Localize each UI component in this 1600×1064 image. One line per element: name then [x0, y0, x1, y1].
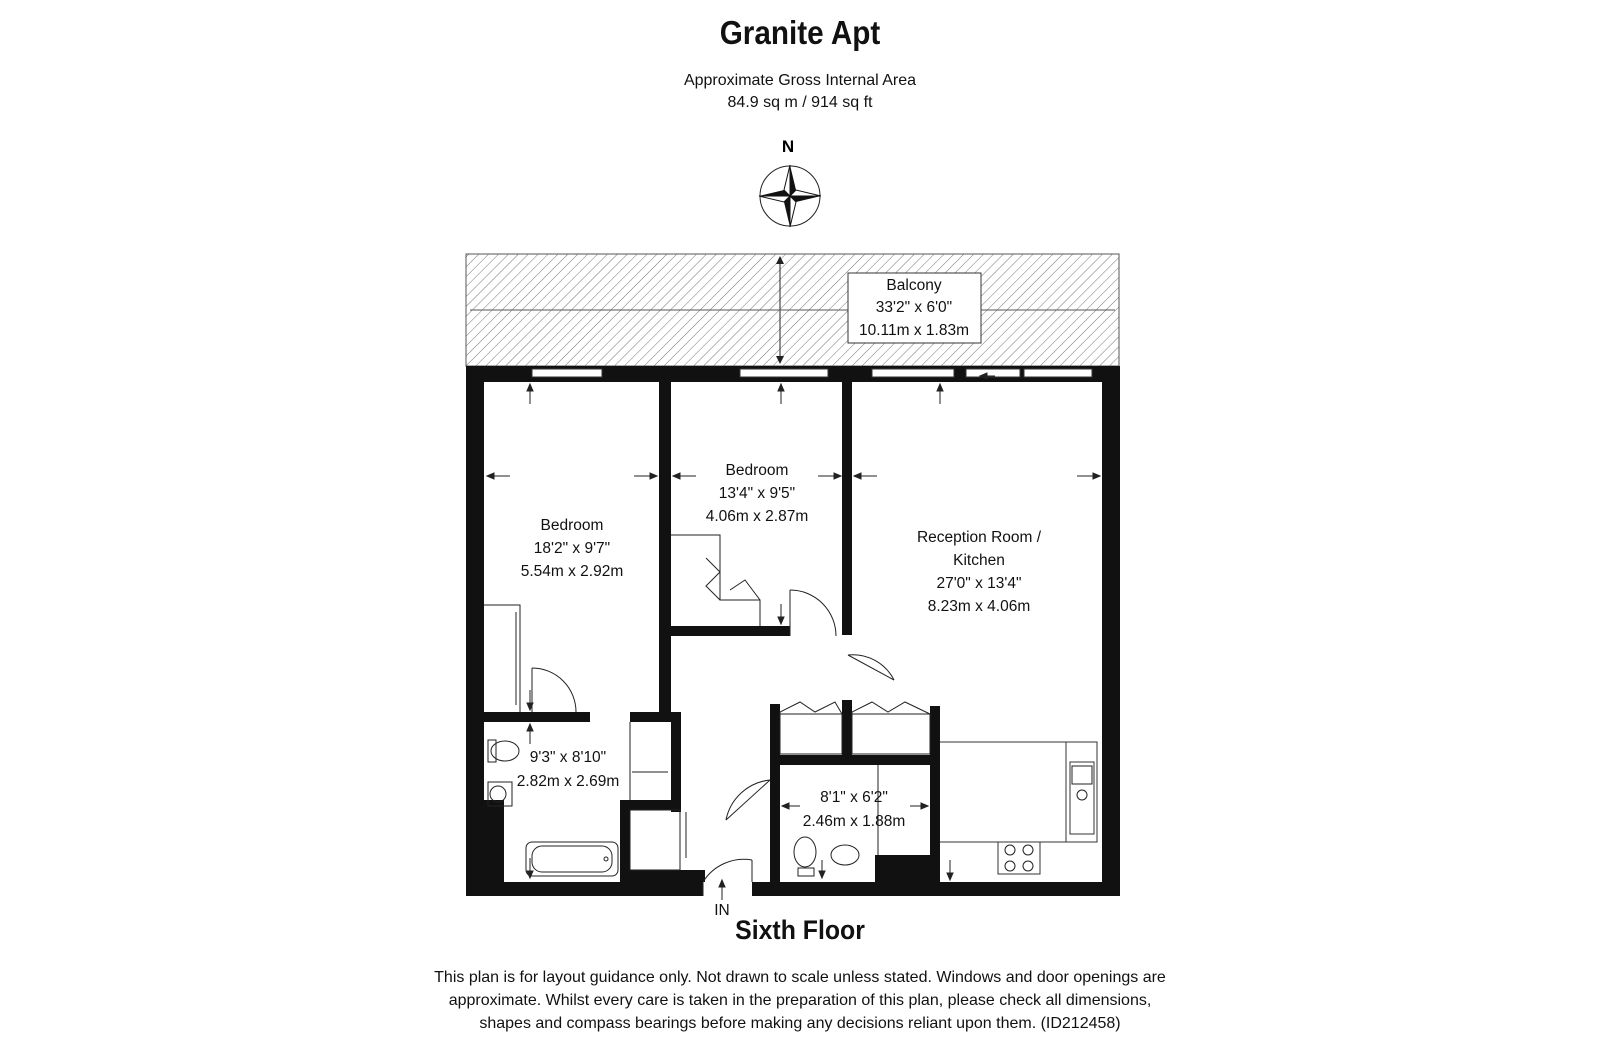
- reception-imperial: 27'0" x 13'4": [936, 575, 1022, 592]
- bathroom-metric: 2.82m x 2.69m: [516, 773, 620, 790]
- balcony-imperial: 33'2" x 6'0": [875, 299, 953, 316]
- floor-name: Sixth Floor: [735, 915, 865, 945]
- reception-kitchen-label: [917, 529, 1042, 615]
- bedroom-1-name: Bedroom: [540, 517, 604, 534]
- bedroom-2-metric: 4.06m x 2.87m: [705, 508, 809, 525]
- sanitary-fittings: [488, 722, 1092, 876]
- compass-north-label: N: [781, 137, 795, 156]
- area-caption: Approximate Gross Internal Area: [683, 72, 917, 89]
- balcony-metric: 10.11m x 1.83m: [859, 322, 969, 339]
- dimension-markers: [487, 373, 1100, 900]
- reception-name-line2: Kitchen: [953, 552, 1005, 569]
- bedroom-2-imperial: 13'4" x 9'5": [718, 485, 796, 502]
- walls: [466, 366, 1120, 896]
- disclaimer-line: shapes and compass bearings before making any decisions reliant upon them. (ID212458): [479, 1015, 1121, 1032]
- shower-room-imperial: 8'1" x 6'2": [820, 789, 888, 806]
- bathroom-label: [517, 749, 620, 790]
- disclaimer-line: approximate. Whilst every care is taken in the preparation of this plan, please check all dimensions,: [448, 992, 1152, 1009]
- reception-name-line1: Reception Room /: [916, 529, 1042, 546]
- bathroom-imperial: 9'3" x 8'10": [529, 749, 607, 766]
- area-value: 84.9 sq m / 914 sq ft: [727, 94, 873, 111]
- shower-room-label: [803, 789, 906, 830]
- entrance-label: IN: [714, 902, 730, 919]
- plan-title: Granite Apt: [719, 14, 881, 51]
- bedroom-2-label: [706, 462, 809, 525]
- balcony-name: Balcony: [886, 277, 942, 294]
- bedroom-1-label: [521, 517, 624, 580]
- bedroom-1-imperial: 18'2" x 9'7": [533, 540, 611, 557]
- shower-room-metric: 2.46m x 1.88m: [802, 813, 906, 830]
- balcony: [466, 254, 1119, 366]
- reception-metric: 8.23m x 4.06m: [927, 598, 1031, 615]
- bedroom-1-metric: 5.54m x 2.92m: [520, 563, 624, 580]
- disclaimer: [0, 966, 1600, 1035]
- bedroom-2-name: Bedroom: [725, 462, 789, 479]
- disclaimer-line: This plan is for layout guidance only. Not drawn to scale unless stated. Windows and door openings are: [434, 969, 1166, 986]
- compass-rose-icon: [759, 137, 821, 227]
- kitchen-units: [935, 742, 1097, 874]
